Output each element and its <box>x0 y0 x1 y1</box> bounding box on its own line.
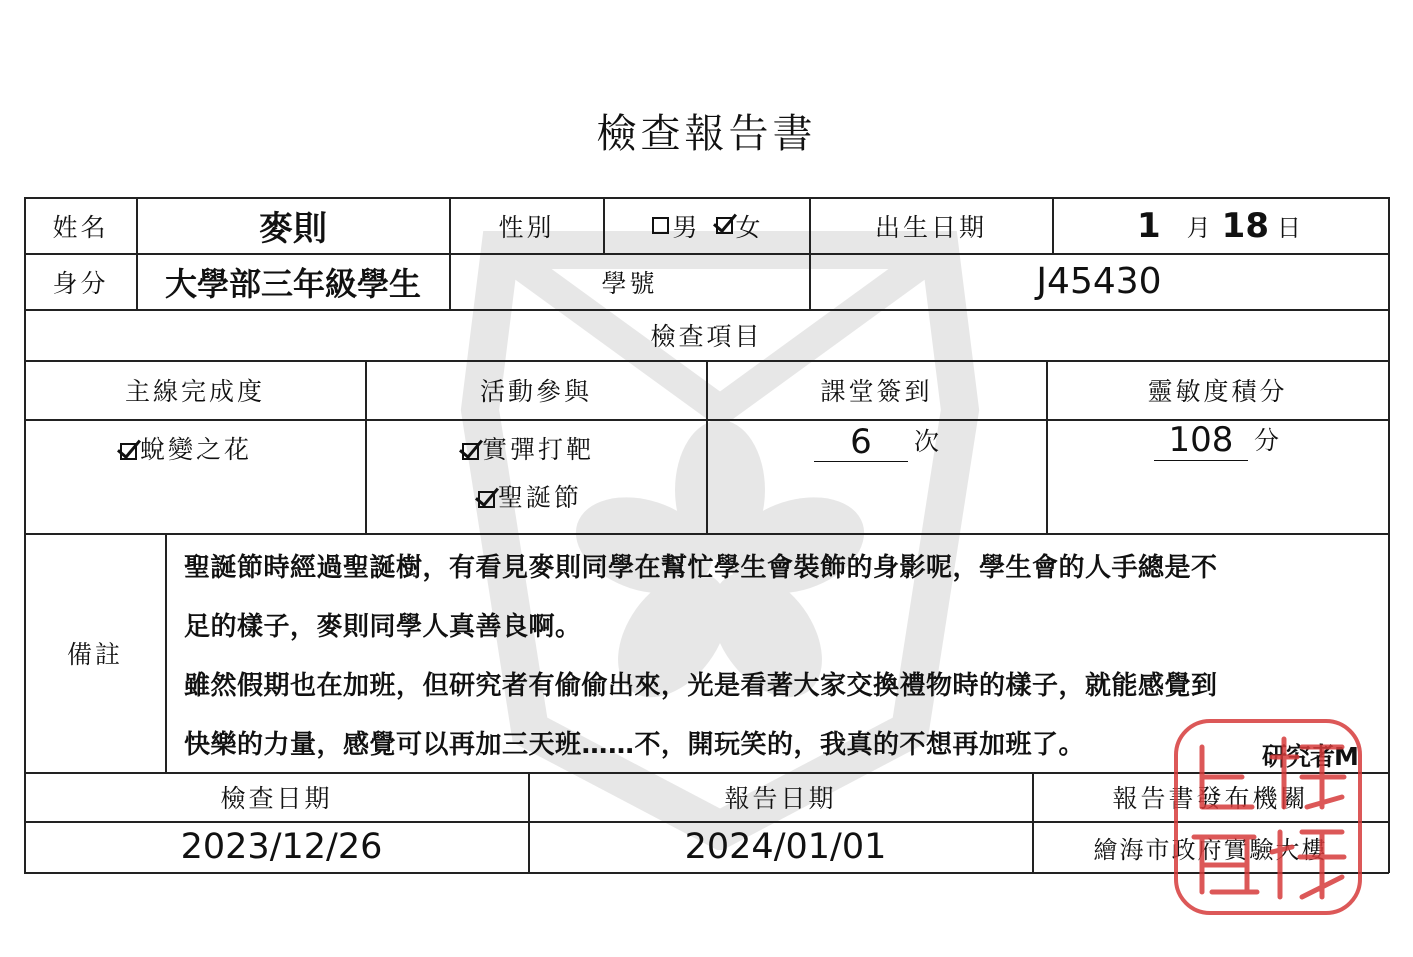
remarks-line-2: 足的樣子，麥則同學人真善良啊。 <box>184 612 582 642</box>
document-title: 檢查報告書 <box>596 111 817 157</box>
issuer-value: 繪海市政府實驗大樓 <box>1093 835 1328 864</box>
official-seal-stamp <box>1172 717 1364 917</box>
col1-item-label: 蛻變之花 <box>140 435 253 464</box>
identity-value: 大學部三年級學生 <box>164 264 421 303</box>
col1-item-checkbox[interactable] <box>120 443 137 460</box>
col3-label: 課堂簽到 <box>820 377 933 406</box>
name-label: 姓名 <box>52 212 109 242</box>
report-date-label: 報告日期 <box>724 784 837 813</box>
col4-label: 靈敏度積分 <box>1147 377 1288 406</box>
col4-value: 108 <box>1154 420 1248 461</box>
col3-value-group <box>814 422 942 462</box>
gender-female-checkbox[interactable] <box>716 217 733 234</box>
student-id-value: J45430 <box>1036 261 1162 302</box>
signature: 研究者M <box>1262 742 1358 771</box>
check-section-label: 檢查項目 <box>650 322 763 351</box>
col1-label: 主線完成度 <box>124 377 265 406</box>
student-id-label: 學號 <box>601 268 658 298</box>
col2-item-2-label: 聖誕節 <box>498 483 583 512</box>
name-value: 麥則 <box>259 209 327 249</box>
col4-unit: 分 <box>1254 426 1283 455</box>
col3-value: 6 <box>814 423 908 462</box>
col2-item-1-label: 實彈打靶 <box>482 435 595 464</box>
birth-label: 出生日期 <box>874 212 987 242</box>
col2-item-1-checkbox[interactable] <box>462 443 479 460</box>
remarks-label: 備註 <box>66 640 123 669</box>
col2-item-2-checkbox[interactable] <box>478 491 495 508</box>
identity-label: 身分 <box>52 268 109 298</box>
col1-item <box>120 430 252 466</box>
birth-day-unit: 日 <box>1277 214 1304 242</box>
remarks-line-4: 快樂的力量，感覺可以再加三天班……不，開玩笑的，我真的不想再加班了。 <box>184 730 1086 760</box>
birth-value <box>1053 198 1388 253</box>
gender-male-checkbox[interactable] <box>652 217 669 234</box>
col3-unit: 次 <box>914 427 943 456</box>
issuer-label: 報告書發布機關 <box>1112 784 1309 813</box>
remarks-line-1: 聖誕節時經過聖誕樹，有看見麥則同學在幫忙學生會裝飾的身影呢，學生會的人手總是不 <box>184 553 1218 583</box>
gender-options <box>604 198 809 253</box>
gender-male-label: 男 <box>672 212 698 242</box>
birth-month-unit: 月 <box>1186 214 1214 242</box>
check-date-value: 2023/12/26 <box>180 827 383 867</box>
gender-female-label: 女 <box>735 212 761 242</box>
col4-value-group <box>1154 420 1282 461</box>
col2-item-1 <box>462 430 594 466</box>
report-date-value: 2024/01/01 <box>684 827 887 867</box>
gender-label: 性別 <box>498 212 555 242</box>
birth-day: 18 <box>1221 205 1269 246</box>
col2-label: 活動參與 <box>479 377 592 406</box>
col2-item-2 <box>478 478 582 514</box>
check-date-label: 檢查日期 <box>220 784 333 813</box>
remarks-line-3: 雖然假期也在加班，但研究者有偷偷出來，光是看著大家交換禮物時的樣子，就能感覺到 <box>184 671 1218 701</box>
birth-month: 1 <box>1137 205 1161 246</box>
